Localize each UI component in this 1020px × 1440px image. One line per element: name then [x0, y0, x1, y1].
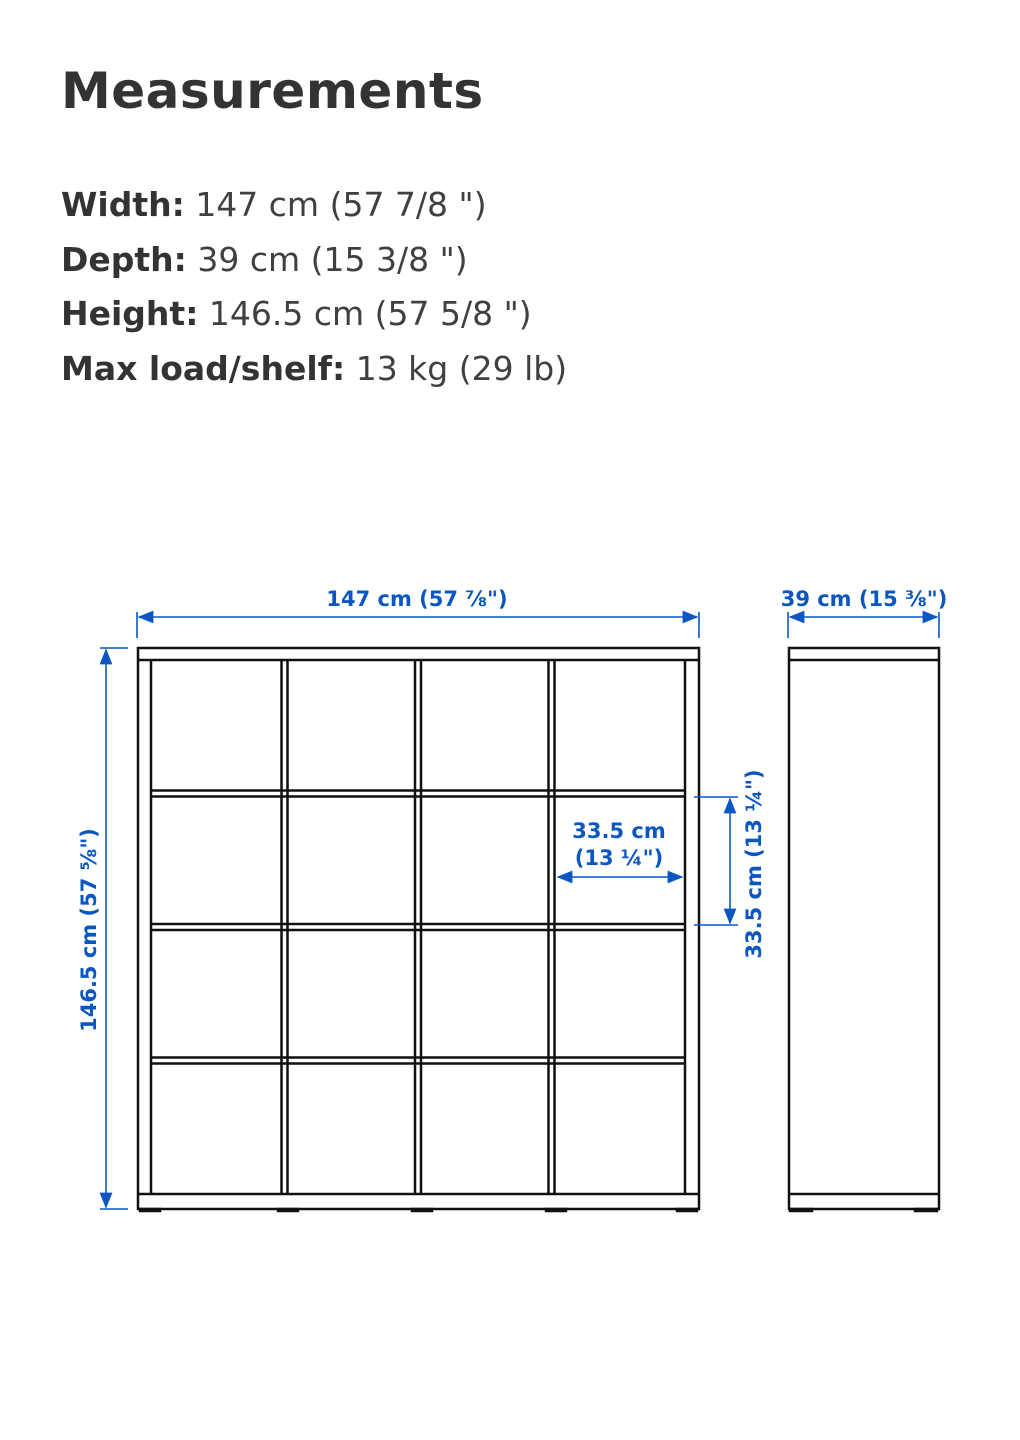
depth-dimension-label: 39 cm (15 ⅜") [780, 587, 948, 611]
compartment-width-label: 33.5 cm [572, 819, 666, 843]
foot [546, 1209, 566, 1211]
page-title: Measurements [61, 62, 484, 120]
frame-outline [138, 648, 699, 1209]
foot [677, 1209, 697, 1211]
dimension-lines [100, 612, 939, 1209]
foot [412, 1209, 432, 1211]
side-view [789, 648, 939, 1211]
foot [278, 1209, 298, 1211]
foot [140, 1209, 160, 1211]
spec-label: Depth: [61, 239, 187, 279]
spec-label: Height: [61, 294, 199, 333]
compartment-width-label-imperial: (13 ¼") [574, 846, 664, 870]
compartment-height-label: 33.5 cm (13 ¼") [742, 769, 766, 959]
spec-value: 146.5 cm (57 5/8 ") [208, 294, 532, 333]
width-dimension-label: 147 cm (57 ⅞") [326, 587, 508, 611]
spec-label: Max load/shelf: [61, 348, 346, 388]
spec-value: 39 cm (15 3/8 ") [197, 239, 468, 279]
spec-label: Width: [61, 185, 185, 224]
spec-value: 13 kg (29 lb) [355, 348, 568, 388]
front-view [138, 648, 699, 1211]
spec-value: 147 cm (57 7/8 ") [195, 185, 487, 224]
height-dimension-label: 146.5 cm (57 ⅝") [77, 828, 101, 1032]
